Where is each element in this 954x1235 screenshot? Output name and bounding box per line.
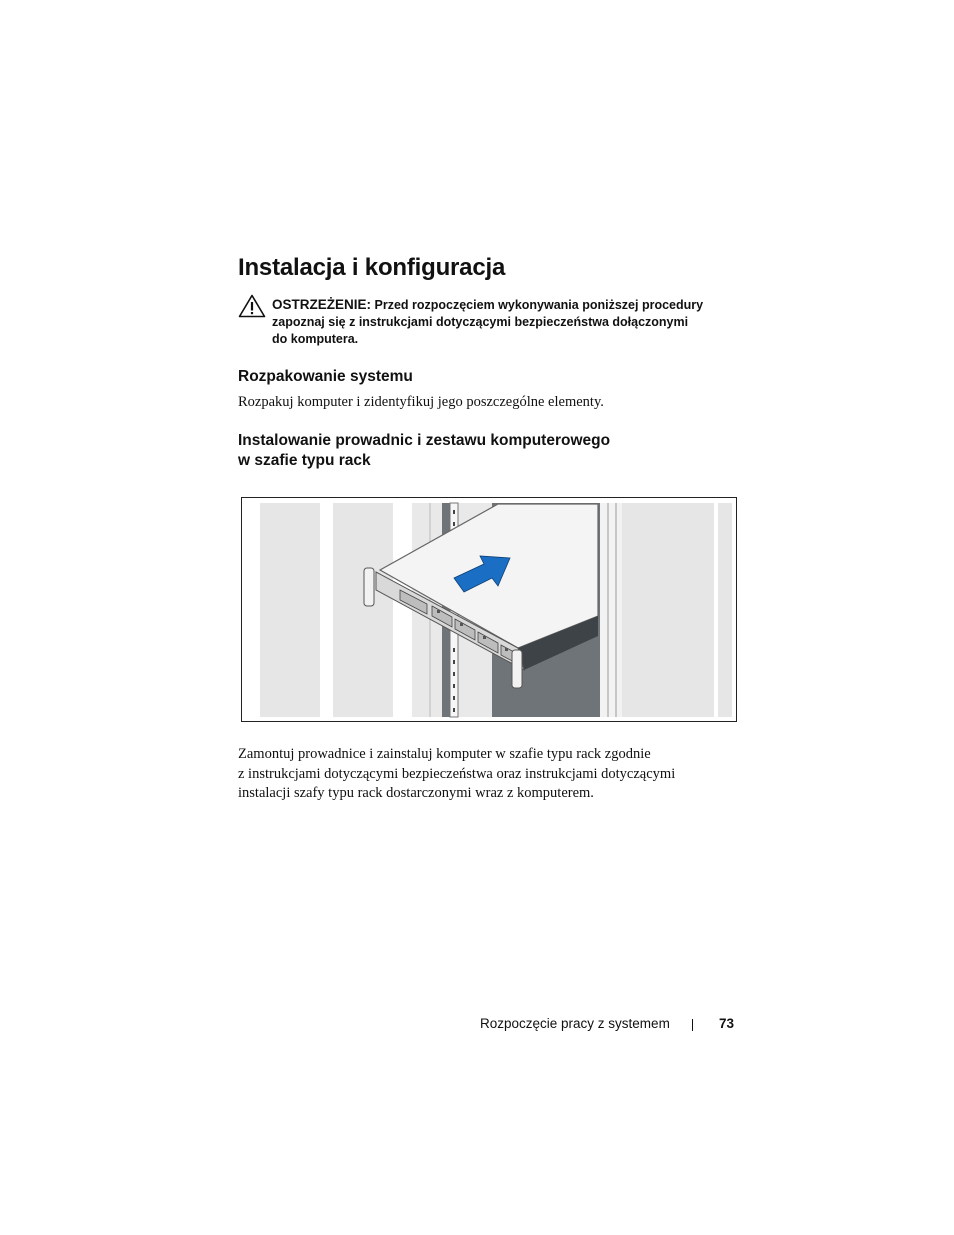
rack-installation-figure bbox=[241, 497, 737, 722]
warning-line-3: do komputera. bbox=[272, 332, 359, 346]
footer-separator bbox=[692, 1019, 693, 1031]
rack-illustration bbox=[242, 498, 736, 721]
rack-body-line-2: z instrukcjami dotyczącymi bezpieczeństwa oraz instrukcjami dotyczącymi bbox=[238, 765, 676, 782]
server-handle-right bbox=[512, 650, 522, 688]
rack-body bbox=[238, 745, 718, 804]
rack-body-line-1: Zamontuj prowadnice i zainstaluj komputer w szafie typu rack zgodnie bbox=[238, 746, 651, 762]
rack-heading-line-2: w szafie typu rack bbox=[238, 452, 371, 469]
warning-line-1: Przed rozpoczęciem wykonywania poniższej procedury bbox=[374, 298, 704, 312]
warning-line-2: zapoznaj się z instrukcjami dotyczącymi bezpieczeństwa dołączonymi bbox=[272, 315, 689, 329]
unpack-heading: Rozpakowanie systemu bbox=[238, 368, 413, 385]
footer-title: Rozpoczęcie pracy z systemem bbox=[480, 1016, 670, 1031]
page-number: 73 bbox=[719, 1016, 735, 1031]
rack-panel-left bbox=[260, 503, 320, 717]
rack-panel-left-2 bbox=[333, 503, 393, 717]
page-title: Instalacja i konfiguracja bbox=[238, 254, 506, 281]
rack-heading bbox=[238, 431, 658, 471]
rack-body-line-3: instalacji szafy typu rack dostarczonymi wraz z komputerem. bbox=[238, 785, 594, 801]
server-handle-left bbox=[364, 568, 374, 606]
rack-panel-right bbox=[622, 503, 714, 717]
rack-heading-line-1: Instalowanie prowadnic i zestawu komputerowego bbox=[238, 432, 611, 449]
warning-text bbox=[272, 296, 738, 348]
warning-triangle-icon bbox=[238, 294, 266, 318]
unpack-body: Rozpakuj komputer i zidentyfikuj jego poszczególne elementy. bbox=[238, 394, 604, 410]
warning-label: OSTRZEŻENIE: bbox=[272, 297, 372, 312]
